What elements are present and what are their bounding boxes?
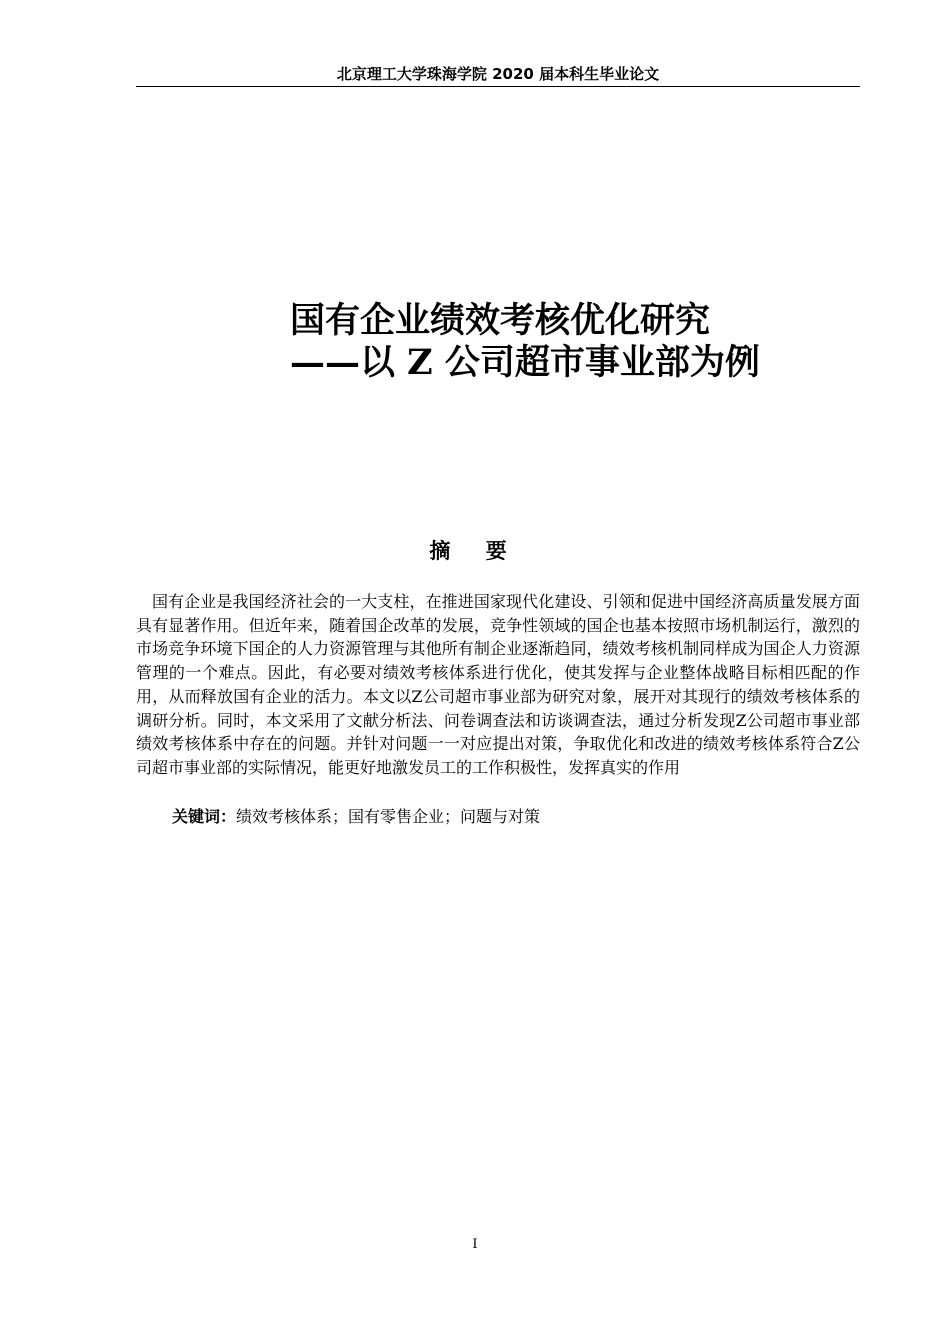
header-rule [136, 86, 860, 87]
thesis-title-main: 国有企业绩效考核优化研究 [290, 300, 711, 341]
thesis-title-subtitle: ——以 Z 公司超市事业部为例 [290, 342, 760, 383]
abstract-body: 国有企业是我国经济社会的一大支柱，在推进国家现代化建设、引领和促进中国经济高质量发展方面具有显著作用。但近年来，随着国企改革的发展，竞争性领域的国企也基本按照市场机制运行，激烈的市场竞争环境下国企的人力资源管理与其他所有制企业逐渐趋同，绩效考核机制同样成为国企人力资源管理的一个难点。因此，有必要对绩效考核体系进行优化，使其发挥与企业整体战略目标相匹配的作用，从而释放国有企业的活力。本文以Z公司超市事业部为研究对象，展开对其现行的绩效考核体系的调研分析。同时，本文采用了文献分析法、问卷调查法和访谈调查法，通过分析发现Z公司超市事业部绩效考核体系中存在的问题。并针对问题一一对应提出对策，争取优化和改进的绩效考核体系符合Z公司超市事业部的实际情况，能更好地激发员工的工作积极性，发挥真实的作用 [136, 592, 860, 777]
running-header: 北京理工大学珠海学院 2020 届本科生毕业论文 [336, 65, 660, 83]
page-number: I [472, 1237, 478, 1252]
keywords-text: 绩效考核体系；国有零售企业；问题与对策 [236, 807, 541, 826]
keywords-line [172, 805, 860, 829]
thesis-title [290, 300, 850, 384]
abstract-heading: 摘 要 [429, 539, 521, 563]
keywords-label: 关键词： [172, 807, 237, 826]
